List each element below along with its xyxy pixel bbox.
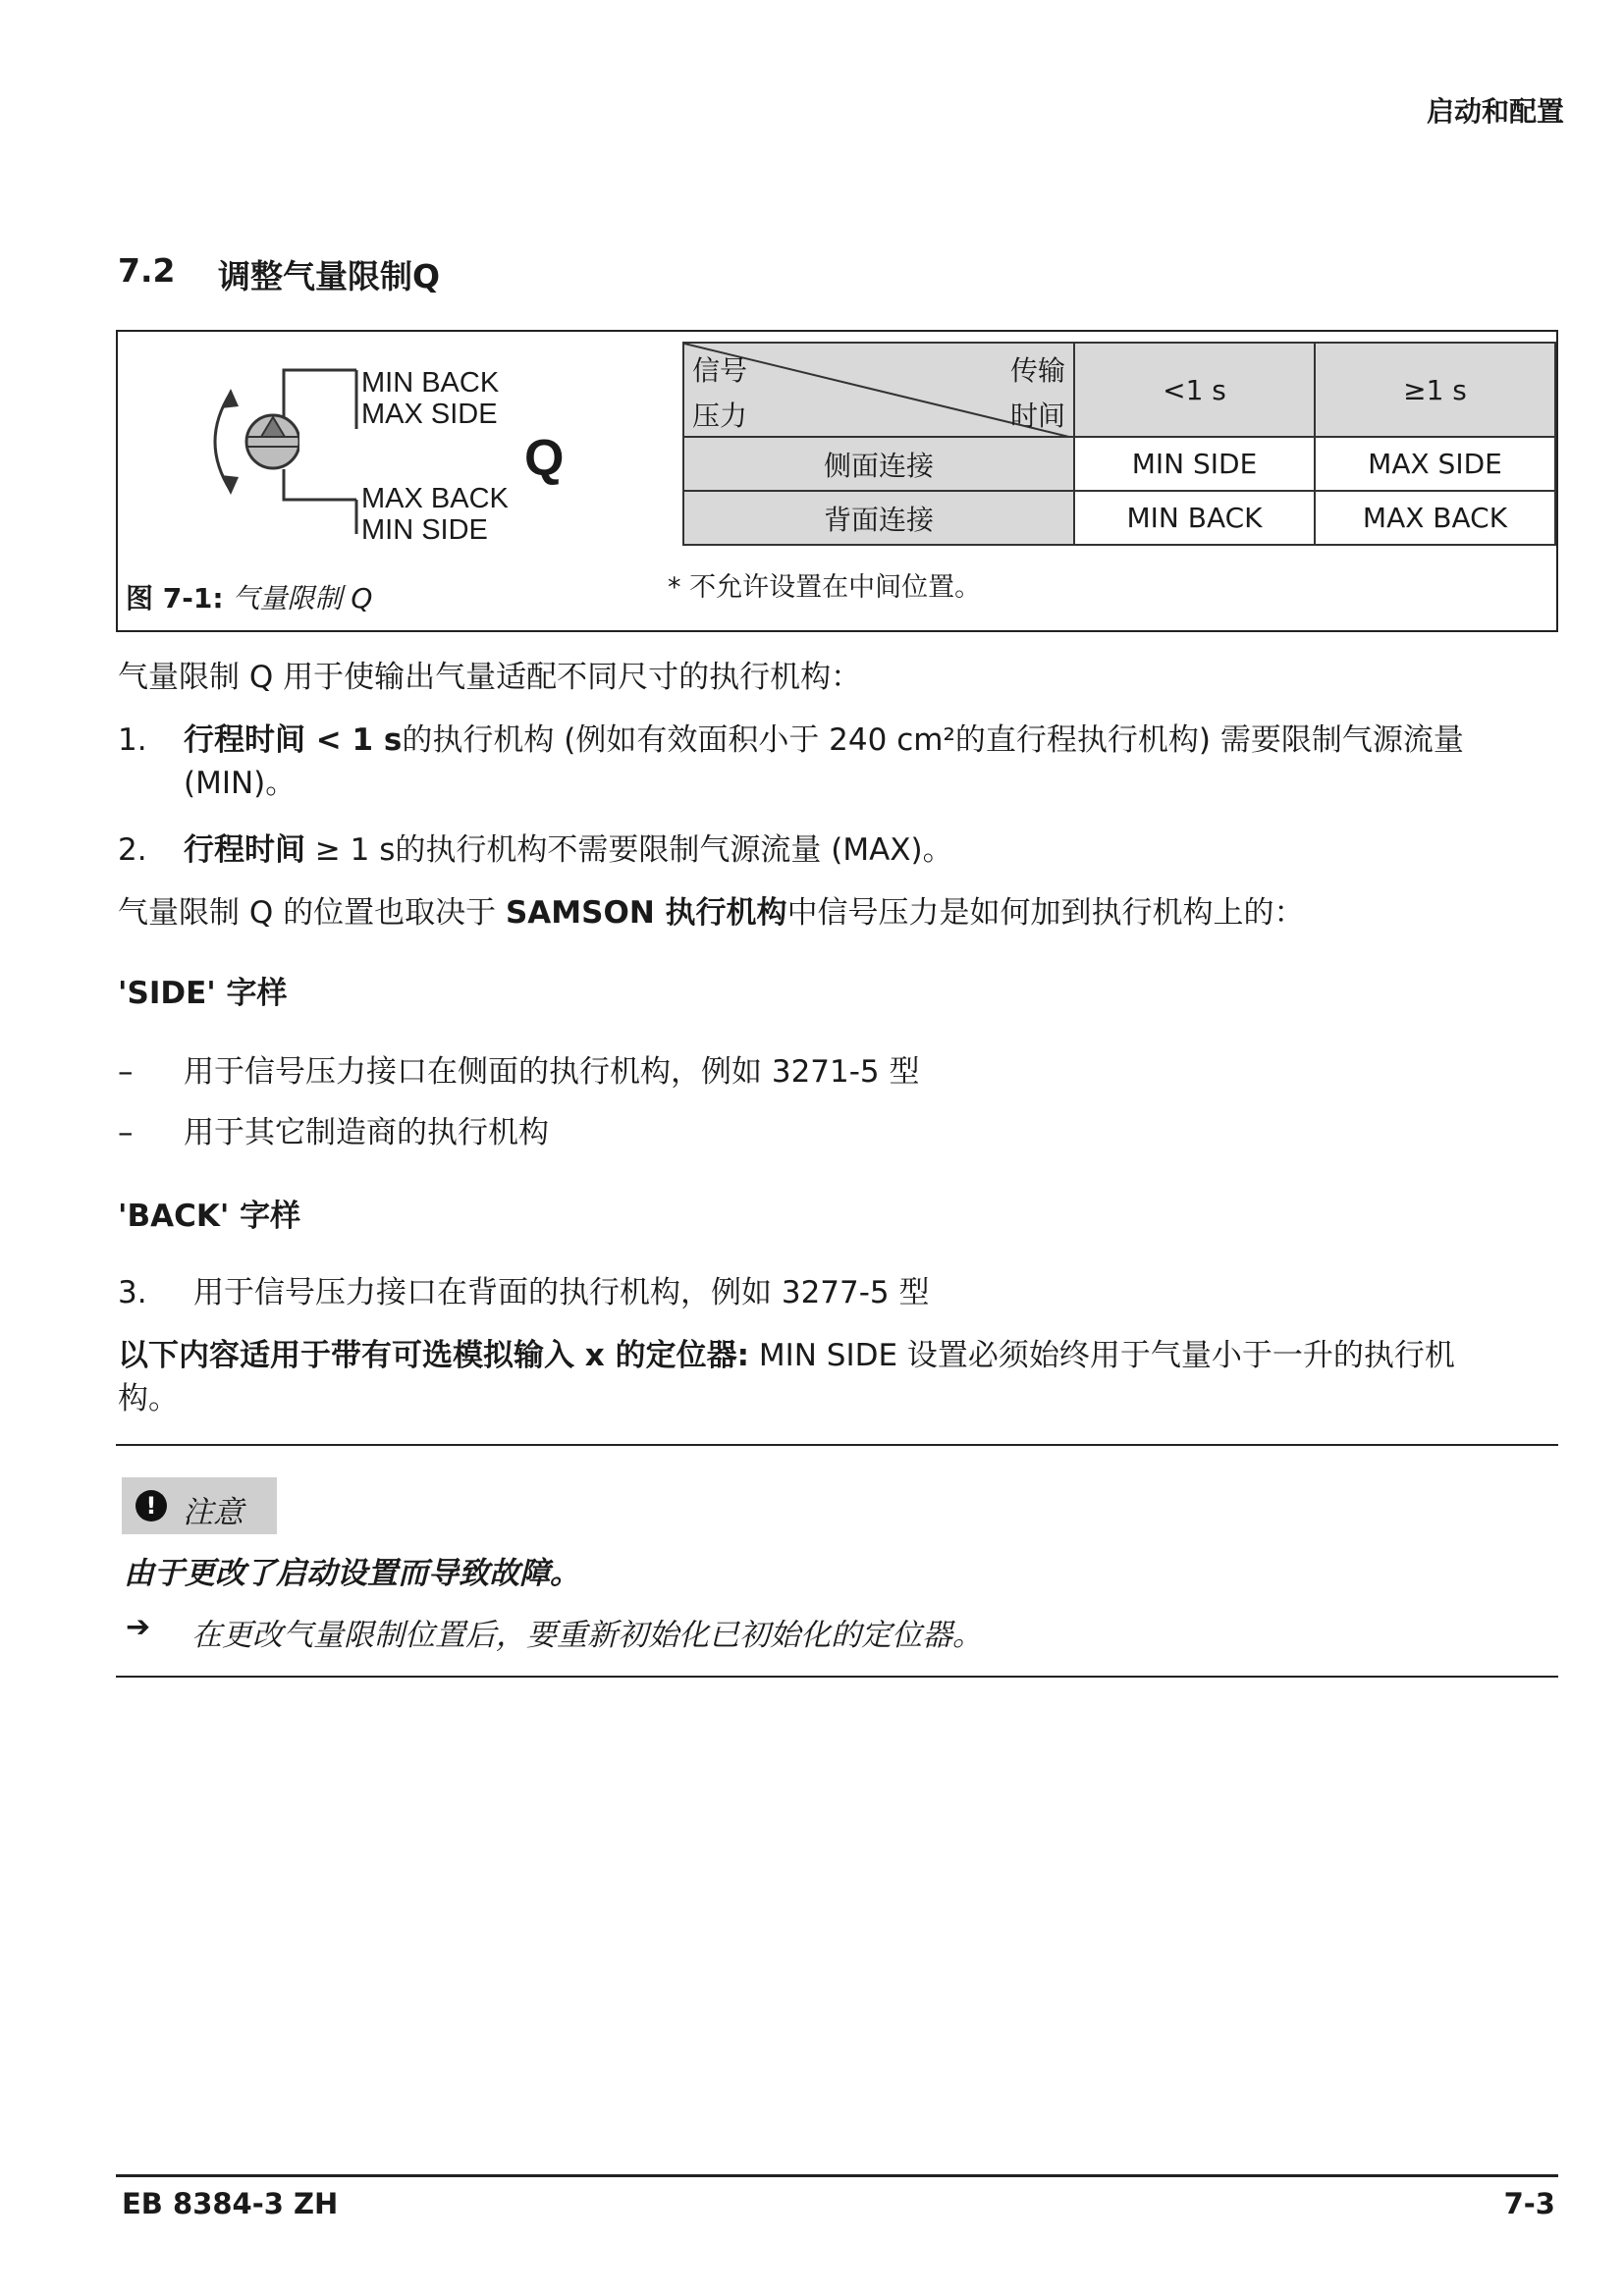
positioner-text: MIN SIDE 设置必须始终用于气量小于一升的执行机: [748, 1338, 1455, 1373]
item2-line: [184, 829, 953, 872]
footer-rule: [116, 2174, 1558, 2177]
notice-badge: [122, 1477, 277, 1534]
label-min-side-bottom: MIN SIDE: [361, 514, 488, 546]
diagram-leader-lines: [278, 365, 366, 537]
row-label-side: 侧面连接: [683, 437, 1074, 491]
item1-continuation: (MIN)。: [184, 766, 297, 801]
notice-bottom-rule: [116, 1676, 1558, 1678]
col-header-lt-1s: <1 s: [1074, 343, 1315, 437]
table-footnote: * 不允许设置在中间位置。: [668, 572, 982, 603]
label-max-side-top: MAX SIDE: [361, 399, 498, 430]
notice-top-rule: [116, 1444, 1558, 1446]
positioner-line: [118, 1335, 1455, 1377]
position-bold: SAMSON 执行机构: [505, 895, 787, 931]
table-corner-cell: [683, 343, 1074, 437]
item2-number: 2.: [118, 832, 147, 868]
row-label-back: 背面连接: [683, 491, 1074, 545]
section-title: 调整气量限制Q: [218, 257, 441, 295]
figure-caption: [126, 577, 372, 616]
item1-line: [184, 720, 1464, 762]
item1-text: 的执行机构 (例如有效面积小于 240 cm²的直行程执行机构) 需要限制气源流量: [402, 722, 1464, 758]
restriction-table: [682, 342, 1556, 546]
item2-text: ≥ 1 s的执行机构不需要限制气源流量 (MAX)。: [305, 832, 953, 868]
corner-transmit: 传输: [1009, 354, 1065, 387]
side-item-1: 用于信号压力接口在侧面的执行机构，例如 3271-5 型: [184, 1054, 920, 1090]
warning-icon: !: [135, 1490, 167, 1522]
page-number: 7-3: [1503, 2187, 1555, 2220]
notice-action: 在更改气量限制位置后，要重新初始化已初始化的定位器。: [191, 1618, 983, 1653]
positioner-continuation: 构。: [118, 1381, 179, 1416]
item3-text: 用于信号压力接口在背面的执行机构，例如 3277-5 型: [193, 1275, 930, 1310]
cell-side-lt-1s: MIN SIDE: [1074, 437, 1315, 491]
corner-time: 时间: [1009, 400, 1065, 432]
figure-caption-label: 图 7-1:: [126, 582, 224, 614]
label-min-back-top: MIN BACK: [361, 367, 500, 399]
position-paragraph: [118, 892, 1305, 934]
arrow-right-icon: ➔: [126, 1610, 151, 1644]
q-letter: Q: [524, 430, 565, 487]
label-max-back-bottom: MAX BACK: [361, 483, 509, 514]
back-heading: 'BACK' 字样: [118, 1199, 301, 1234]
side-dash-2: –: [118, 1115, 134, 1150]
section-number: 7.2: [118, 251, 176, 290]
intro-paragraph: 气量限制 Q 用于使输出气量适配不同尺寸的执行机构：: [118, 660, 862, 695]
position-text-a: 气量限制 Q 的位置也取决于: [118, 895, 506, 931]
corner-signal: 信号: [692, 354, 748, 387]
notice-label: 注意: [183, 1495, 244, 1530]
positioner-bold: 以下内容适用于带有可选模拟输入 x 的定位器:: [118, 1338, 749, 1373]
side-item-2: 用于其它制造商的执行机构: [184, 1115, 549, 1150]
item1-bold: 行程时间 < 1 s: [184, 722, 403, 758]
position-text-b: 中信号压力是如何加到执行机构上的：: [786, 895, 1305, 931]
side-dash-1: –: [118, 1054, 134, 1090]
corner-pressure: 压力: [692, 400, 748, 432]
col-header-ge-1s: ≥1 s: [1315, 343, 1555, 437]
notice-headline: 由于更改了启动设置而导致故障。: [124, 1556, 580, 1591]
cell-back-lt-1s: MIN BACK: [1074, 491, 1315, 545]
figure-caption-text: 气量限制 Q: [232, 582, 373, 614]
doc-id: EB 8384-3 ZH: [122, 2187, 339, 2220]
arrow-down-icon: [221, 475, 239, 495]
arrow-up-icon: [221, 389, 239, 408]
chapter-header: 启动和配置: [1426, 95, 1564, 128]
item1-number: 1.: [118, 722, 147, 758]
cell-side-ge-1s: MAX SIDE: [1315, 437, 1555, 491]
item3-number: 3.: [118, 1275, 147, 1310]
cell-back-ge-1s: MAX BACK: [1315, 491, 1555, 545]
item2-bold: 行程时间: [184, 832, 305, 868]
side-heading: 'SIDE' 字样: [118, 976, 288, 1011]
